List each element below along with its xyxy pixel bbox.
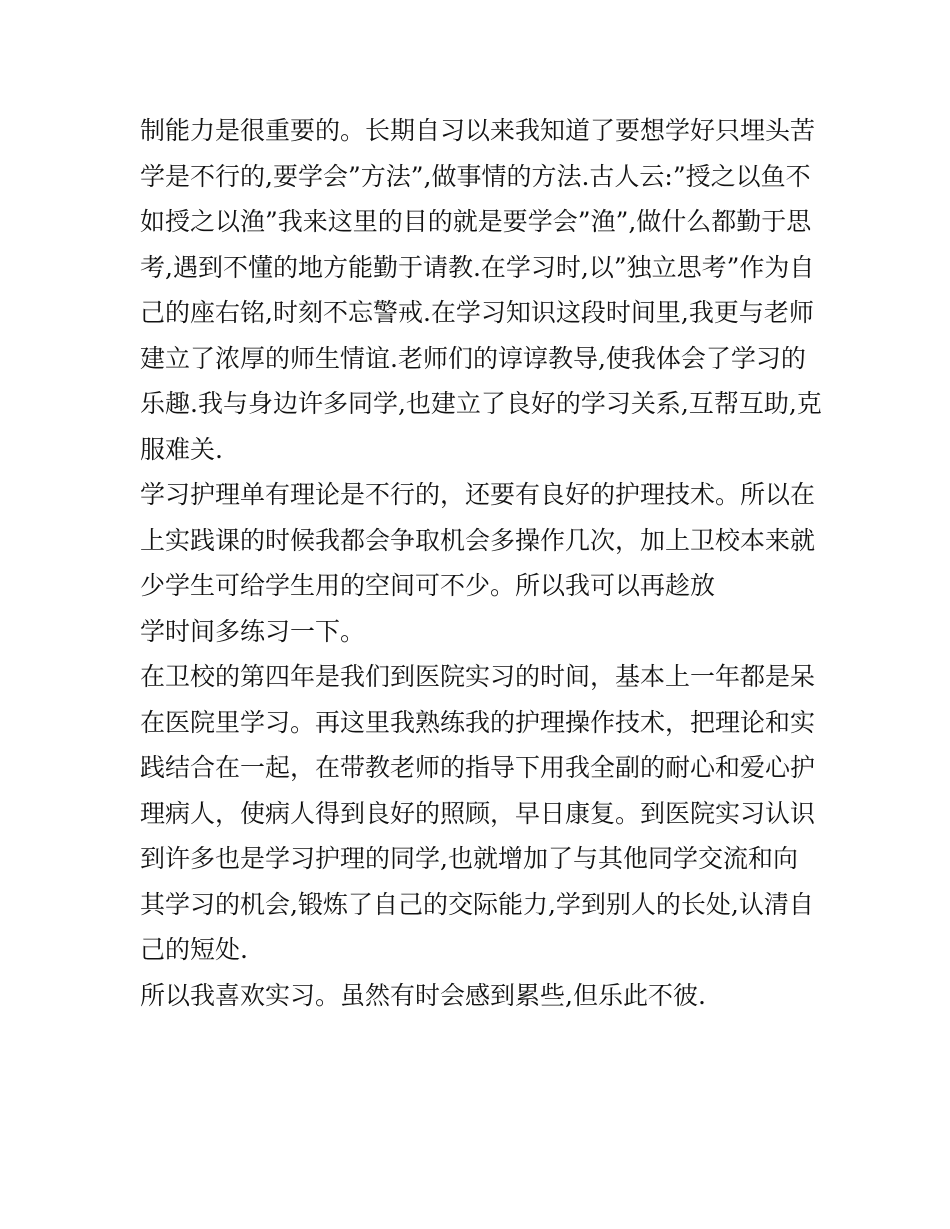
text-line: 制能力是很重要的。长期自习以来我知道了要想学好只埋头苦 <box>140 116 816 145</box>
text-line: 学习护理单有理论是不行的，还要有良好的护理技术。所以在 <box>140 480 816 509</box>
text-line: 其学习的机会,锻炼了自己的交际能力,学到别人的长处,认清自 <box>140 889 814 919</box>
text-line: 在医院里学习。再这里我熟练我的护理操作技术，把理论和实 <box>140 707 816 737</box>
text-line: 己的短处. <box>140 935 248 964</box>
text-line: 建立了浓厚的师生情谊.老师们的谆谆教导,使我体会了学习的 <box>140 343 806 373</box>
text-line: 己的座右铭,时刻不忘警戒.在学习知识这段时间里,我更与老师 <box>140 298 814 327</box>
text-line: 乐趣.我与身边许多同学,也建立了良好的学习关系,互帮互助,克 <box>140 389 822 418</box>
text-line: 上实践课的时候我都会争取机会多操作几次，加上卫校本来就 <box>140 525 816 555</box>
text-line: 考,遇到不懂的地方能勤于请教.在学习时,以”独立思考”作为自 <box>140 252 815 282</box>
text-line: 学是不行的,要学会”方法”,做事情的方法.古人云:”授之以鱼不 <box>140 161 811 191</box>
text-line: 如授之以渔”我来这里的目的就是要学会”渔”,做什么都勤于思 <box>140 207 812 236</box>
text-line: 践结合在一起，在带教老师的指导下用我全副的耐心和爱心护 <box>140 753 816 782</box>
text-line: 所以我喜欢实习。虽然有时会感到累些,但乐此不彼. <box>140 980 706 1010</box>
text-line: 少学生可给学生用的空间可不少。所以我可以再趁放 <box>140 571 716 600</box>
text-line: 在卫校的第四年是我们到医院实习的时间，基本上一年都是呆 <box>140 662 816 691</box>
body-text <box>140 108 830 1018</box>
text-line: 学时间多练习一下。 <box>140 616 366 646</box>
text-line: 到许多也是学习护理的同学,也就增加了与其他同学交流和向 <box>140 844 798 873</box>
text-line: 服难关. <box>140 434 223 464</box>
text-line: 理病人，使病人得到良好的照顾，早日康复。到医院实习认识 <box>140 798 816 828</box>
